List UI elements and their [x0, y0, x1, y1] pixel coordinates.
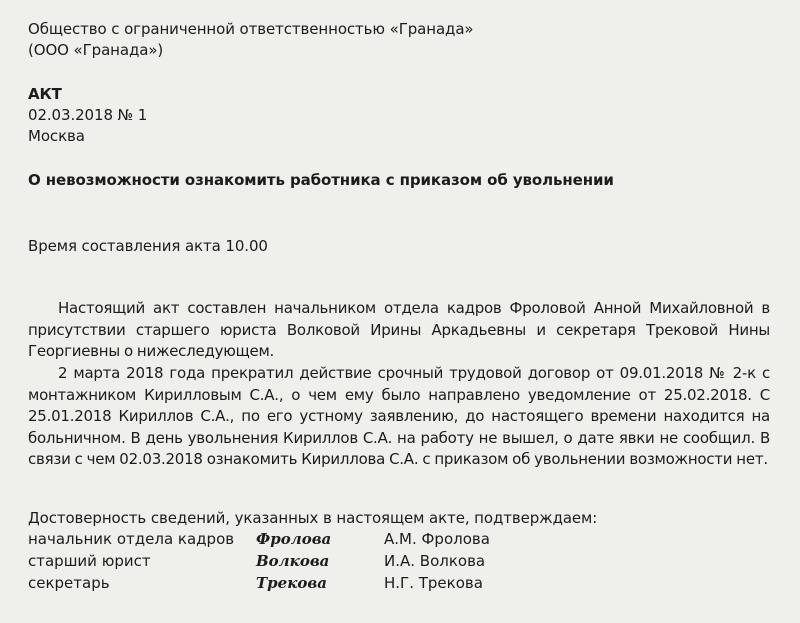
signer-name: И.А. Волкова	[384, 552, 486, 570]
body-paragraph-2: 2 марта 2018 года прекратил действие срочный трудовой договор от 09.01.2018 № 2-к с монтажником Кирилловым С.А., о чем ему было направлено уведомление от 25.02.2018. С 25.01.2018 Кириллов С.А., по его устному заявлению, до настоящего времени находится на больничном. В день увольнения Кириллов С.А. на работу не вышел, о дате явки не сообщил. В связи с чем 02.03.2018 ознакомить Кириллова С.А. с приказом об увольнении возможности нет.	[28, 364, 770, 468]
body-paragraph-1: Настоящий акт составлен начальником отдела кадров Фроловой Анной Михайловной в присутствии старшего юриста Волковой Ирины Аркадьевны и секретаря Трековой Нины Георгиевны о нижеследующем.	[28, 299, 770, 360]
signature-row	[0, 528, 800, 550]
signer-title: секретарь	[28, 574, 110, 592]
handwritten-signature: Фролова	[256, 530, 332, 548]
signer-name: Н.Г. Трекова	[384, 574, 483, 592]
organization-short-name: (ООО «Гранада»)	[28, 41, 164, 59]
act-heading: АКТ	[28, 85, 62, 103]
signature-row	[0, 550, 800, 572]
handwritten-signature: Волкова	[256, 552, 330, 570]
act-subject: О невозможности ознакомить работника с приказом об увольнении	[28, 171, 614, 189]
act-time: Время составления акта 10.00	[28, 237, 268, 255]
confirmation-text: Достоверность сведений, указанных в настоящем акте, подтверждаем:	[28, 509, 598, 527]
signature-row	[0, 572, 800, 594]
act-date-number: 02.03.2018 № 1	[28, 106, 148, 124]
act-city: Москва	[28, 127, 85, 145]
organization-full-name: Общество с ограниченной ответственностью «Гранада»	[28, 20, 474, 38]
signer-title: начальник отдела кадров	[28, 530, 235, 548]
handwritten-signature: Трекова	[256, 574, 327, 592]
signer-name: А.М. Фролова	[384, 530, 490, 548]
signer-title: старший юрист	[28, 552, 151, 570]
